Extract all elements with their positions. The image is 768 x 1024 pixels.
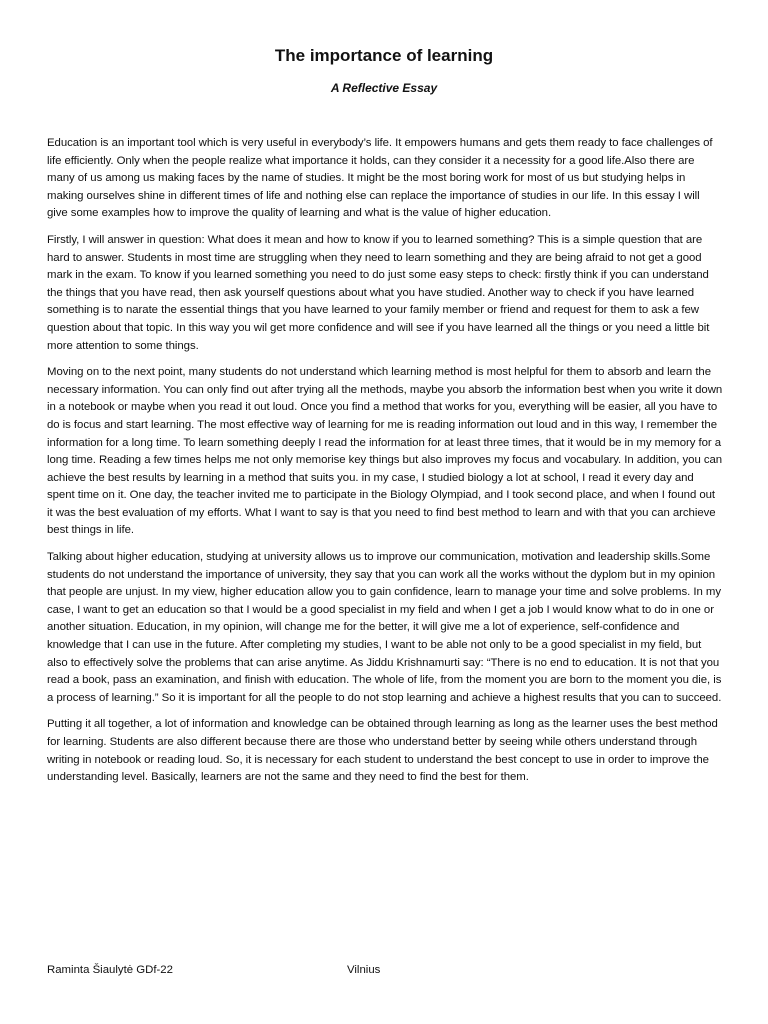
paragraph-first-point: Firstly, I will answer in question: What does it mean and how to know if you to learned something? This is a simple question that are hard to answer. Students in most time are struggling when they need to learn something and they are being afraid to not get a good mark in the exam. To know if you learned something you need to do just some easy steps to check: firstly think if you can understand the things that you have read, then ask yourself questions about what you have studied. Another way to check if you have learned something is to narate the essential things that you have learned to your family member or friend and request for them to ask a few question about that topic. In this way you wil get more confidence and will see if you have learned all the things or you need a little bit more attention to some things. (47, 233, 710, 352)
paragraph-introduction: Education is an important tool which is very useful in everybody’s life. It empowers humans and gets them ready to face challenges of life efficiently. Only when the people realize what importance it holds, can they consider it a necessity for a good life.Also there are many of us among us making faces by the name of studies. It might be the most boring work for most of us but studying helps in making ourselves shine in different times of life and nothing else can replace the importance of studies in our life. In this essay I will give some examples how to improve the quality of learning and what is the value of higher education. (47, 137, 713, 220)
paragraph-higher-education: Talking about higher education, studying at university allows us to improve our communication, motivation and leadership skills.Some students do not understand the importance of university, they say that you can work all the works without the dyplom but in my opinion that people are unjust. In my view, higher education allow you to gain confidence, learn to manage your time and solve problems. In my case, I want to get an education so that I would be a good specialist in my field and when I get a job I would know what to do in one or another situation. Education, in my opinion, will change me for the better, it will give me a lot of experience, self-confidence and knowledge that I can use in the future. After completing my studies, I want to be able not only to be a good specialist in my field, but also to effectively solve the problems that can arise anytime. As Jiddu Krishnamurti say: “There is no end to education. It is not that you read a book, pass an examination, and finish with education. The whole of life, from the moment you are born to the moment you die, is a process of learning.” So it is important for all the people to do not stop learning and achieve a highest results that you can to succeed. (47, 551, 722, 704)
essay-body (47, 135, 723, 796)
essay-title: The importance of learning (274, 46, 494, 65)
essay-subtitle: A Reflective Essay (330, 81, 438, 95)
footer-place: Vilnius (347, 964, 381, 976)
paragraph-conclusion: Putting it all together, a lot of information and knowledge can be obtained through learning as long as the learner uses the best method for learning. Students are also different because there are those who understand better by seeing while others understand through writing in notebook or reading loud. So, it is necessary for each student to understand the best concept to use in order to improve the understanding level. Basically, learners are not the same and they need to find the best for them. (47, 718, 718, 784)
paragraph-learning-method: Moving on to the next point, many students do not understand which learning method is most helpful for them to absorb and learn the necessary information. You can only find out after trying all the methods, maybe you absorb the information best when you write it down in a notebook or maybe when you read it out loud. Once you find a method that works for you, everything will be easier, all you have to do is focus and start learning. The most effective way of learning for me is reading information out loud and in this way, I remember the information for a long time. To learn something deeply I read the information for at least three times, that it would be in my memory for a long time. Reading a few times helps me not only memorise key things but also improves my focus and vocabulary. In addition, you can achieve the best results by learning in a method that suits you. in my case, I studied biology a lot at school, I read it every day and spent time on it. One day, the teacher invited me to participate in the Biology Olympiad, and I took second place, and when I found out it was the best evaluation of my efforts. What I want to say is that you need to find best method to learn and with that you can archieve best things in life. (47, 366, 723, 537)
footer-author: Raminta Šiaulytė GDf-22 (47, 964, 173, 976)
